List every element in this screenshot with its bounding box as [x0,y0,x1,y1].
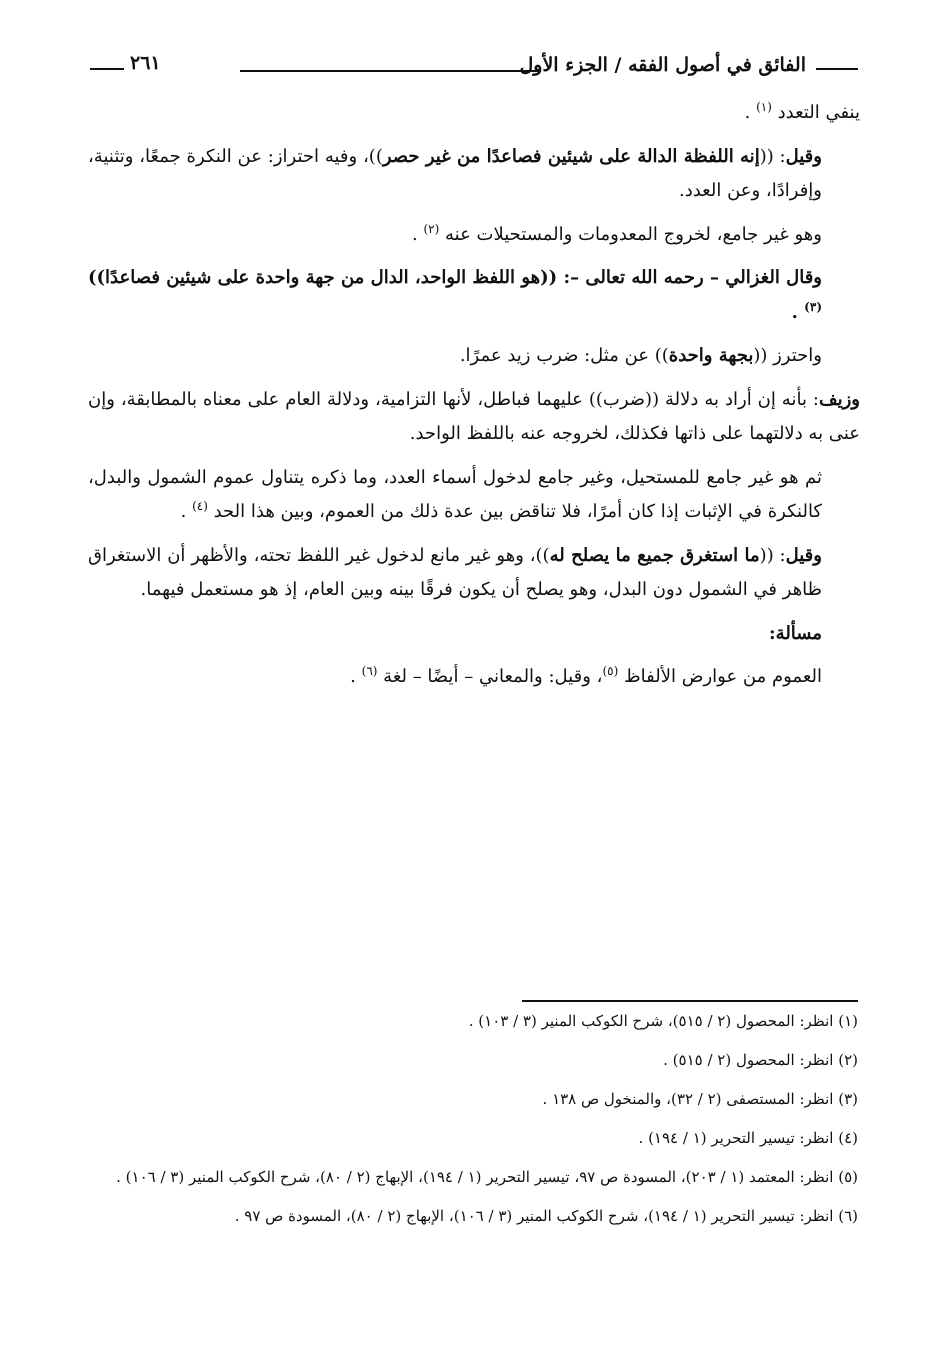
main-text [88,96,860,704]
text-run: وزيف [818,388,860,410]
footnotes [86,1008,858,1242]
text-run: ينفي التعدد [771,102,860,123]
header-rule [240,70,540,72]
body-paragraph [88,660,860,695]
text-run: وقيل [785,145,822,167]
footnote-item: (٣) انظر: المستصفى (٢ / ٣٢)، والمنخول ص ١٣٨ . [542,1090,858,1108]
book-title: الفائق في أصول الفقه / الجزء الأول [519,54,858,76]
running-header [90,50,858,90]
text-run: واحترز (( [753,345,822,366]
text-run: : (( [759,544,786,566]
footnote-marker[interactable]: (٢) [423,221,440,236]
body-paragraph [88,383,860,452]
body-paragraph [88,218,860,253]
footnote-marker[interactable]: (١) [756,100,772,114]
section-heading [88,617,860,652]
text-run: إنه اللفظة الدالة على شيئين فصاعدًا من غير حصر [382,145,760,167]
footnote-marker[interactable]: (٦) [361,664,378,678]
body-paragraph [88,96,860,131]
text-run: ما استغرق جميع ما يصلح له [549,544,760,566]
footnote-item: (١) انظر: المحصول (٢ / ٥١٥)، شرح الكوكب المنير (٣ / ١٠٣) . [468,1012,858,1030]
text-run: . [180,501,193,522]
text-run: ثم هو غير جامع للمستحيل، وغير جامع لدخول أسماء العدد، وما ذكره يتناول عموم الشمول والبدل، كالنكرة في الإثبات إذا كان أمرًا، فلا تناقض بين عدة ذلك من العموم، وبين هذا الحد [88,466,822,522]
body-paragraph [88,140,860,209]
text-run: . [411,223,424,245]
body-paragraph [88,261,860,330]
text-run: وقيل [785,544,822,566]
body-paragraph [88,339,860,374]
text-run: ))، وفيه احتراز: عن النكرة جمعًا، وتثنية، وإفرادًا، وعن العدد. [88,145,822,201]
text-run: )) عن مثل: ضرب زيد عمرًا. [459,345,669,366]
text-run: . [350,666,362,687]
text-run: . [791,301,805,323]
footnote-marker[interactable]: (٤) [192,499,208,513]
text-run: ، وقيل: والمعاني – أيضًا – لغة [377,666,603,687]
text-run: العموم من عوارض الألفاظ [618,666,822,687]
text-run: ))، وهو غير مانع لدخول غير اللفظ تحته، والأظهر أن الاستغراق ظاهر في الشمول دون البدل، وهو يصلح أن يكون فرقًا بينه وبين العام، إذ هو مستعمل فيهما. [88,544,822,600]
text-run: مسألة: [769,622,822,644]
text-run: بجهة واحدة [668,345,754,366]
footnote-item: (٢) انظر: المحصول (٢ / ٥١٥) . [663,1051,858,1069]
footnote-marker[interactable]: (٣) [804,299,822,314]
footnote-marker[interactable]: (٥) [602,664,619,678]
footnote-item: (٤) انظر: تيسير التحرير (١ / ١٩٤) . [638,1129,858,1147]
footnote-item: (٥) انظر: المعتمد (١ / ٢٠٣)، المسودة ص ٩٧، تيسير التحرير (١ / ١٩٤)، الإبهاج (٢ / ٨٠)، شرح الكوكب المنير (٣ / ١٠٦) . [116,1168,858,1186]
text-run: وهو غير جامع، لخروج المعدومات والمستحيلات عنه [439,223,822,245]
page-number: ٢٦١ [90,52,161,74]
text-run: . [744,102,757,123]
body-paragraph [88,539,860,608]
footnote-separator [522,1000,858,1002]
body-paragraph [88,461,860,530]
footnote-item: (٦) انظر: تيسير التحرير (١ / ١٩٤)، شرح الكوكب المنير (٣ / ١٠٦)، الإبهاج (٢ / ٨٠)، المسودة ص ٩٧ . [234,1207,858,1225]
text-run: وقال الغزالي – رحمه الله تعالى –: ((هو اللفظ الواحد، الدال من جهة واحدة على شيئين فصاعدًا)) [88,267,822,288]
text-run: : بأنه إن أراد به دلالة ((ضرب)) عليهما فباطل، لأنها التزامية، ودلالة العام على معناه بالمطابقة، وإن عنى به دلالتهما على ذاتها فكذلك، لخروجه عنه باللفظ الواحد. [88,388,860,444]
text-run: : (( [759,145,786,167]
